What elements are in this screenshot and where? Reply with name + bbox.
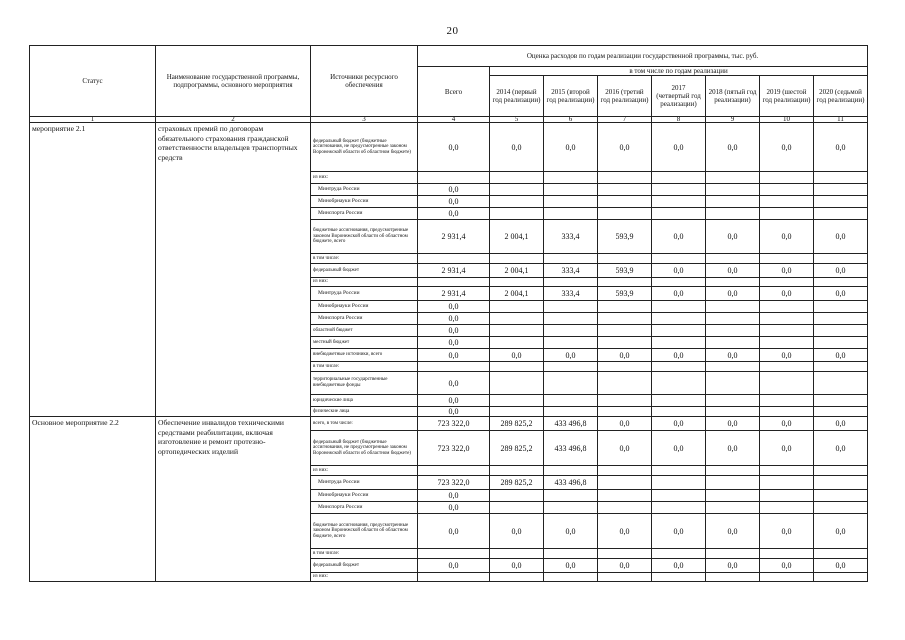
year-value: 289 825,2 (490, 476, 544, 490)
year-value: 0,0 (706, 514, 760, 549)
funding-source: Минспорта России (311, 313, 418, 325)
year-value (760, 466, 814, 476)
total-value: 0,0 (418, 337, 490, 349)
year-value: 0,0 (814, 220, 868, 254)
year-value (760, 502, 814, 514)
year-value: 0,0 (490, 514, 544, 549)
total-value: 0,0 (418, 325, 490, 337)
year-value (706, 466, 760, 476)
total-value (418, 573, 490, 582)
year-value (652, 337, 706, 349)
year-value (652, 490, 706, 502)
year-value: 2 004,1 (490, 287, 544, 301)
year-value (652, 301, 706, 313)
year-value (760, 407, 814, 417)
year-value: 0,0 (652, 559, 706, 573)
year-value: 0,0 (760, 349, 814, 362)
year-value: 593,9 (598, 287, 652, 301)
measure-status: Основное мероприятие 2.2 (30, 417, 156, 582)
year-value (490, 490, 544, 502)
program-name-header: Наименование государственной программы, подпрограммы, основного мероприятия (156, 46, 311, 117)
funding-source: Минспорта России (311, 208, 418, 220)
total-value: 0,0 (418, 349, 490, 362)
year-value (760, 362, 814, 372)
year-value (544, 172, 598, 184)
year-value: 0,0 (652, 349, 706, 362)
year-value (760, 172, 814, 184)
year-header: 2015 (второй год реализации) (544, 76, 598, 117)
year-value (598, 301, 652, 313)
year-value (598, 372, 652, 395)
year-value: 0,0 (760, 514, 814, 549)
funding-source: внебюджетные источники, всего (311, 349, 418, 362)
year-value: 0,0 (814, 287, 868, 301)
sources-header: Источники ресурсного обеспечения (311, 46, 418, 117)
year-value (652, 362, 706, 372)
year-header: 2017 (четвертый год реализации) (652, 76, 706, 117)
total-value: 0,0 (418, 208, 490, 220)
year-value (598, 196, 652, 208)
estimate-header: Оценка расходов по годам реализации государственной программы, тыс. руб. (418, 46, 868, 67)
year-value (814, 278, 868, 287)
funding-source: Минтруда России (311, 476, 418, 490)
funding-source: из них: (311, 573, 418, 582)
year-value (706, 476, 760, 490)
year-value (652, 372, 706, 395)
year-value: 2 004,1 (490, 264, 544, 278)
year-value (760, 490, 814, 502)
year-value (814, 254, 868, 264)
year-value (490, 337, 544, 349)
total-value: 2 931,4 (418, 287, 490, 301)
year-value (706, 208, 760, 220)
funding-source: всего, в том числе: (311, 417, 418, 431)
year-value (706, 502, 760, 514)
year-value (544, 337, 598, 349)
year-value (490, 573, 544, 582)
year-value (706, 313, 760, 325)
year-value (652, 407, 706, 417)
year-value: 333,4 (544, 264, 598, 278)
year-value: 0,0 (490, 349, 544, 362)
year-value (490, 313, 544, 325)
year-header: 2020 (седьмой год реализации) (814, 76, 868, 117)
year-value (652, 573, 706, 582)
year-value (652, 395, 706, 407)
budget-table (29, 45, 868, 582)
column-number: 5 (490, 117, 544, 123)
year-value: 0,0 (706, 559, 760, 573)
year-value (598, 502, 652, 514)
year-header: 2016 (третий год реализации) (598, 76, 652, 117)
year-value (814, 573, 868, 582)
year-value: 0,0 (544, 123, 598, 172)
funding-source: местный бюджет (311, 337, 418, 349)
funding-source: Минобрнауки России (311, 196, 418, 208)
year-value: 0,0 (760, 417, 814, 431)
year-value (652, 184, 706, 196)
year-value (598, 184, 652, 196)
column-number: 4 (418, 117, 490, 123)
year-value (760, 337, 814, 349)
year-value (544, 196, 598, 208)
year-value (760, 372, 814, 395)
funding-source: физические лица (311, 407, 418, 417)
table-header (30, 46, 868, 123)
total-value (418, 362, 490, 372)
year-value: 289 825,2 (490, 431, 544, 466)
year-value: 593,9 (598, 220, 652, 254)
year-value: 0,0 (652, 220, 706, 254)
year-value (490, 466, 544, 476)
total-value: 0,0 (418, 490, 490, 502)
funding-source: федеральный бюджет (бюджетные ассигнования, не предусмотренные законом Воронежской области об областном бюджете) (311, 123, 418, 172)
total-value: 0,0 (418, 559, 490, 573)
year-value (490, 502, 544, 514)
year-value: 0,0 (652, 431, 706, 466)
year-value (544, 278, 598, 287)
column-number: 2 (156, 117, 311, 123)
funding-source: Минтруда России (311, 184, 418, 196)
measure-name: Обеспечение инвалидов техническими средствами реабилитации, включая изготовление и ремонт протезно-ортопедических изделий (156, 417, 311, 582)
total-value: 0,0 (418, 395, 490, 407)
year-value (490, 549, 544, 559)
total-value: 0,0 (418, 313, 490, 325)
year-value: 0,0 (544, 559, 598, 573)
column-number: 9 (706, 117, 760, 123)
column-number: 3 (311, 117, 418, 123)
year-value (652, 313, 706, 325)
year-value: 2 004,1 (490, 220, 544, 254)
year-value (814, 362, 868, 372)
total-value: 2 931,4 (418, 264, 490, 278)
year-value: 0,0 (544, 514, 598, 549)
total-value (418, 549, 490, 559)
year-value: 0,0 (652, 264, 706, 278)
year-value (598, 313, 652, 325)
year-value: 0,0 (598, 514, 652, 549)
year-value (544, 372, 598, 395)
year-value: 0,0 (814, 123, 868, 172)
column-number: 1 (30, 117, 156, 123)
column-number: 6 (544, 117, 598, 123)
year-value (652, 476, 706, 490)
year-value (706, 278, 760, 287)
year-value (490, 278, 544, 287)
year-value (706, 395, 760, 407)
year-value (490, 254, 544, 264)
year-value (760, 395, 814, 407)
table-row (30, 123, 868, 172)
funding-source: в том числе: (311, 254, 418, 264)
year-value (490, 196, 544, 208)
year-value (706, 254, 760, 264)
year-value (760, 184, 814, 196)
total-value: 0,0 (418, 301, 490, 313)
year-value: 0,0 (652, 287, 706, 301)
funding-source: из них: (311, 172, 418, 184)
total-value: 0,0 (418, 123, 490, 172)
year-value: 433 496,8 (544, 431, 598, 466)
funding-source: бюджетные ассигнования, предусмотренные законом Воронежской области об областном бюджете, всего (311, 514, 418, 549)
total-value: 2 931,4 (418, 220, 490, 254)
total-value: 723 322,0 (418, 476, 490, 490)
year-value (814, 466, 868, 476)
year-value: 333,4 (544, 220, 598, 254)
year-value: 433 496,8 (544, 417, 598, 431)
year-value (490, 325, 544, 337)
year-value (814, 407, 868, 417)
year-value: 0,0 (760, 559, 814, 573)
year-value (814, 337, 868, 349)
year-value (706, 172, 760, 184)
year-header: 2014 (первый год реализации) (490, 76, 544, 117)
page-number: 20 (446, 25, 459, 37)
year-header: 2018 (пятый год реализации) (706, 76, 760, 117)
year-value (544, 184, 598, 196)
year-value (814, 313, 868, 325)
year-value (706, 362, 760, 372)
year-value: 0,0 (544, 349, 598, 362)
year-value (490, 407, 544, 417)
year-value (652, 549, 706, 559)
year-value (760, 301, 814, 313)
year-value (598, 337, 652, 349)
total-value (418, 466, 490, 476)
year-value: 0,0 (490, 559, 544, 573)
year-value (490, 172, 544, 184)
year-value: 0,0 (706, 349, 760, 362)
year-value: 0,0 (814, 514, 868, 549)
year-value (760, 476, 814, 490)
year-value (814, 196, 868, 208)
year-value (544, 395, 598, 407)
year-value: 0,0 (814, 431, 868, 466)
year-value (598, 395, 652, 407)
total-value (418, 254, 490, 264)
by-years-header: в том числе по годам реализации (490, 67, 868, 76)
column-number: 8 (652, 117, 706, 123)
year-value: 0,0 (490, 123, 544, 172)
funding-source: юридические лица (311, 395, 418, 407)
table-row (30, 417, 868, 431)
year-value: 0,0 (706, 431, 760, 466)
total-value: 0,0 (418, 407, 490, 417)
year-value (706, 407, 760, 417)
total-value: 723 322,0 (418, 417, 490, 431)
total-value: 0,0 (418, 372, 490, 395)
year-value (652, 502, 706, 514)
year-value: 0,0 (652, 417, 706, 431)
year-value: 0,0 (760, 431, 814, 466)
total-value: 723 322,0 (418, 431, 490, 466)
year-value (490, 301, 544, 313)
year-value (760, 549, 814, 559)
funding-source: в том числе: (311, 362, 418, 372)
funding-source: в том числе: (311, 549, 418, 559)
funding-source: из них: (311, 466, 418, 476)
year-value: 593,9 (598, 264, 652, 278)
year-value (544, 313, 598, 325)
funding-source: Минтруда России (311, 287, 418, 301)
year-value (598, 278, 652, 287)
year-value (814, 301, 868, 313)
year-value: 0,0 (760, 287, 814, 301)
total-header: Всего (418, 67, 490, 117)
year-value: 289 825,2 (490, 417, 544, 431)
year-value (652, 325, 706, 337)
year-value (544, 325, 598, 337)
year-value (598, 172, 652, 184)
year-value (706, 372, 760, 395)
column-number: 7 (598, 117, 652, 123)
year-value (544, 254, 598, 264)
funding-source: областной бюджет (311, 325, 418, 337)
column-number: 10 (760, 117, 814, 123)
year-value (652, 208, 706, 220)
funding-source: Минобрнауки России (311, 490, 418, 502)
year-value: 0,0 (814, 559, 868, 573)
year-value (652, 278, 706, 287)
year-value (706, 301, 760, 313)
year-value (706, 337, 760, 349)
year-value (814, 172, 868, 184)
year-value (814, 476, 868, 490)
year-value: 0,0 (652, 123, 706, 172)
year-value: 0,0 (814, 417, 868, 431)
year-value (706, 549, 760, 559)
year-value (814, 395, 868, 407)
year-value (814, 372, 868, 395)
year-value (598, 254, 652, 264)
year-value (544, 301, 598, 313)
year-value: 0,0 (760, 220, 814, 254)
year-value: 0,0 (706, 287, 760, 301)
year-value (760, 208, 814, 220)
total-value (418, 278, 490, 287)
year-value (544, 549, 598, 559)
measure-name: страховых премий по договорам обязательного страхования гражданской ответственности владельцев транспортных средств (156, 123, 311, 417)
year-value (490, 362, 544, 372)
year-value (598, 573, 652, 582)
year-value (760, 573, 814, 582)
year-value: 0,0 (598, 417, 652, 431)
year-value: 0,0 (760, 264, 814, 278)
year-value (598, 208, 652, 220)
year-value: 0,0 (706, 417, 760, 431)
year-value (652, 466, 706, 476)
total-value: 0,0 (418, 502, 490, 514)
year-value: 0,0 (706, 264, 760, 278)
year-value (490, 395, 544, 407)
year-value (814, 490, 868, 502)
year-value (598, 476, 652, 490)
year-value (760, 325, 814, 337)
funding-source: федеральный бюджет (311, 264, 418, 278)
year-value (544, 362, 598, 372)
year-value: 0,0 (814, 264, 868, 278)
year-value (760, 313, 814, 325)
year-value (544, 466, 598, 476)
year-value: 0,0 (652, 514, 706, 549)
total-value: 0,0 (418, 196, 490, 208)
year-value (706, 196, 760, 208)
year-value (544, 502, 598, 514)
year-value (652, 254, 706, 264)
table-body (30, 123, 868, 582)
year-value (598, 490, 652, 502)
year-value (760, 196, 814, 208)
year-value (598, 549, 652, 559)
funding-source: из них: (311, 278, 418, 287)
year-value (544, 407, 598, 417)
year-value (544, 208, 598, 220)
year-value (706, 573, 760, 582)
year-value (814, 325, 868, 337)
total-value (418, 172, 490, 184)
year-value (760, 278, 814, 287)
year-value: 0,0 (598, 349, 652, 362)
year-value: 0,0 (598, 431, 652, 466)
year-value (814, 208, 868, 220)
year-value (814, 502, 868, 514)
year-value (706, 184, 760, 196)
year-value: 0,0 (706, 123, 760, 172)
year-value (706, 325, 760, 337)
year-value (490, 184, 544, 196)
funding-source: федеральный бюджет (311, 559, 418, 573)
year-value (490, 208, 544, 220)
year-value (544, 573, 598, 582)
year-value (598, 325, 652, 337)
year-value (814, 549, 868, 559)
year-value (598, 407, 652, 417)
year-value (652, 172, 706, 184)
funding-source: бюджетные ассигнования, предусмотренные законом Воронежской области об областном бюджете, всего (311, 220, 418, 254)
status-header: Статус (30, 46, 156, 117)
year-value (706, 490, 760, 502)
year-value (598, 362, 652, 372)
year-value: 0,0 (760, 123, 814, 172)
year-value (598, 466, 652, 476)
total-value: 0,0 (418, 514, 490, 549)
funding-source: Минобрнауки России (311, 301, 418, 313)
year-value: 0,0 (706, 220, 760, 254)
funding-source: федеральный бюджет (бюджетные ассигнования, не предусмотренные законом Воронежской области об областном бюджете) (311, 431, 418, 466)
year-value: 0,0 (598, 559, 652, 573)
year-value: 0,0 (598, 123, 652, 172)
year-value (814, 184, 868, 196)
year-value: 433 496,8 (544, 476, 598, 490)
year-value (490, 372, 544, 395)
measure-status: мероприятие 2.1 (30, 123, 156, 417)
year-value: 333,4 (544, 287, 598, 301)
year-value (760, 254, 814, 264)
total-value: 0,0 (418, 184, 490, 196)
year-value (652, 196, 706, 208)
funding-source: территориальные государственные внебюджетные фонды (311, 372, 418, 395)
year-value (544, 490, 598, 502)
column-number: 11 (814, 117, 868, 123)
funding-source: Минспорта России (311, 502, 418, 514)
year-value: 0,0 (814, 349, 868, 362)
year-header: 2019 (шестой год реализации) (760, 76, 814, 117)
